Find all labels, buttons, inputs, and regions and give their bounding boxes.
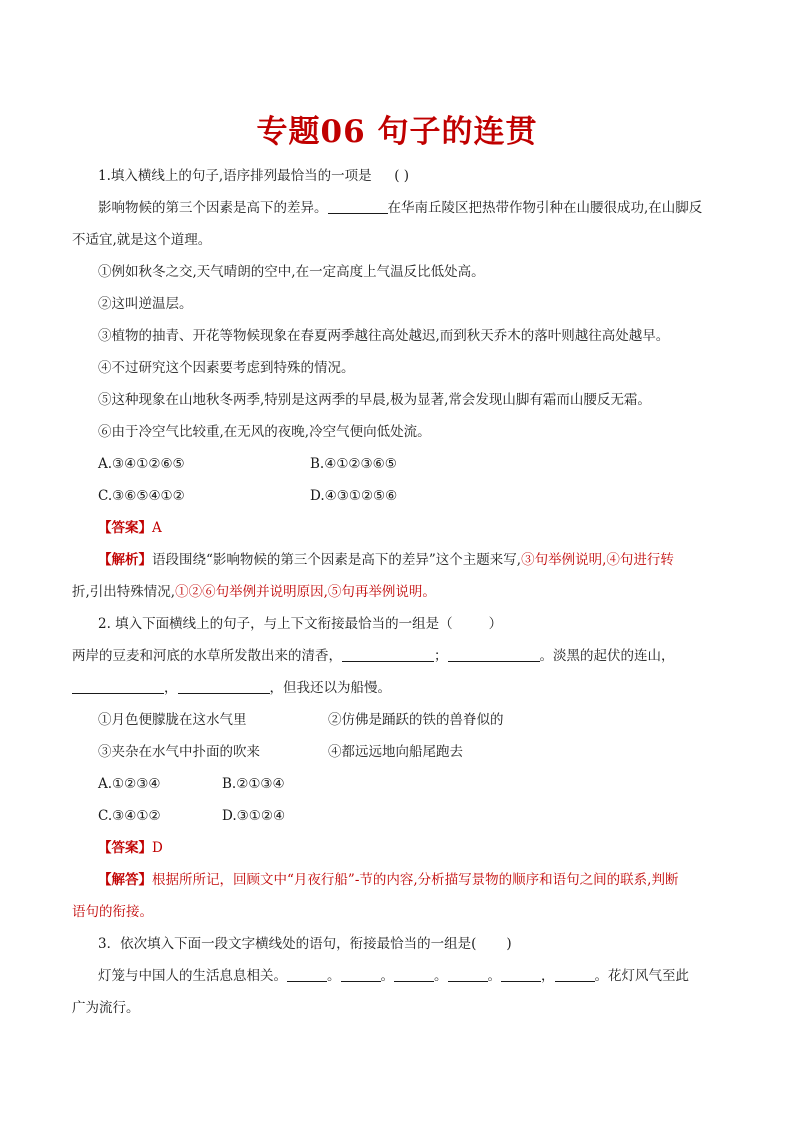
- q1-answer: [72, 512, 724, 544]
- q2-fill-blank-3: [72, 677, 164, 694]
- q1-analysis-line-2: [72, 576, 724, 608]
- q1-sentence-6: ⑥由于冷空气比较重,在无风的夜晚,冷空气便向低处流。: [98, 424, 431, 440]
- q3-fill-blank-5: [501, 965, 541, 982]
- q2-analysis-text-a: 根据所所记，回顾文中: [152, 872, 287, 888]
- q2-analysis-text-b: “月夜行船”: [287, 872, 355, 888]
- q2-passage-line-2: [72, 672, 724, 704]
- q2-option-c: C.③④①②: [98, 808, 161, 824]
- q2-sentence-2: ②仿佛是踊跃的铁的兽脊似的: [328, 712, 504, 728]
- q2-option-d: D.③①②④: [222, 808, 286, 824]
- q2-options-row-2: [72, 800, 724, 832]
- q3-fill-blank-4: [448, 965, 488, 982]
- q2-passage-line-1: [72, 640, 724, 672]
- q3-fill-blank-2: [341, 965, 381, 982]
- q1-sentence-4: ④不过研究这个因素要考虑到特殊的情况。: [98, 360, 355, 376]
- q2-analysis-text-c: -节的内容,分析描写景物的顺序和语句之间的联系,判断: [354, 872, 679, 888]
- page-title: 专题06 句子的连贯: [256, 114, 538, 150]
- q2-separator-1: ；: [434, 648, 448, 664]
- q1-passage-text-a: 影响物候的第三个因素是高下的差异。: [98, 200, 328, 216]
- q2-analysis-tag: 【解答】: [98, 872, 152, 888]
- q1-passage-line-2: [72, 224, 724, 256]
- q2-sentence-1: ①月色便朦胧在这水气里: [98, 712, 247, 728]
- q1-analysis-text-c: 折,引出特殊情况,: [72, 584, 176, 600]
- q3-punct-5: ，: [541, 968, 555, 984]
- q2-answer-value: D: [152, 840, 163, 856]
- q1-answer-value: A: [152, 520, 162, 536]
- q2-option-b: B.②①③④: [222, 776, 285, 792]
- q2-answer: [72, 832, 724, 864]
- q1-passage-text-c: 不适宜,就是这个道理。: [72, 232, 212, 248]
- q1-passage-text-b: 在华南丘陵区把热带作物引种在山腰很成功,在山脚反: [387, 200, 703, 216]
- q3-passage-end: 。花灯风气至此: [594, 968, 689, 984]
- q1-analysis-text-a: 语段围绕“影响物候的第三个因素是高下的差异”这个主题来写,: [152, 552, 522, 568]
- q2-passage-text-a: 两岸的豆麦和河底的水草所发散出来的清香，: [72, 648, 342, 664]
- q1-stem: [72, 160, 724, 192]
- q1-fill-blank: [328, 197, 388, 214]
- q3-punct-2: 。: [380, 968, 394, 984]
- q1-answer-paren: ( ): [394, 168, 410, 184]
- q2-fill-blank-2: [448, 645, 540, 662]
- q1-analysis-tag: 【解析】: [98, 552, 152, 568]
- q2-analysis-line-1: [72, 864, 724, 896]
- q1-sentence-2: ②这叫逆温层。: [98, 296, 193, 312]
- q1-answer-tag: 【答案】: [98, 520, 152, 536]
- q2-fill-blank-1: [342, 645, 434, 662]
- document-body: [72, 160, 724, 1024]
- q1-option-a: A.③④①②⑥⑤: [98, 456, 185, 472]
- q2-option-a: A.①②③④: [98, 776, 161, 792]
- q3-fill-blank-1: [287, 965, 327, 982]
- q3-stem: [72, 928, 724, 960]
- q1-sentence-1: ①例如秋冬之交,天气晴朗的空中,在一定高度上气温反比低处高。: [98, 264, 485, 280]
- q2-passage-text-c: ，但我还以为船慢。: [269, 680, 391, 696]
- q3-fill-blank-3: [394, 965, 434, 982]
- q3-stem-text: 3．依次填入下面一段文字横线处的语句，衔接最恰当的一组是(: [98, 936, 477, 952]
- q2-sentences-row-2: [72, 736, 724, 768]
- q1-options-row-1: [72, 448, 724, 480]
- q2-passage-text-b: 。淡黑的起伏的连山，: [539, 648, 675, 664]
- q3-punct-3: 。: [434, 968, 448, 984]
- q1-option-c: C.③⑥⑤④①②: [98, 488, 185, 504]
- q1-analysis-line-1: [72, 544, 724, 576]
- q2-stem: [72, 608, 724, 640]
- q1-options-row-2: [72, 480, 724, 512]
- q3-passage-line-2: 广为流行。: [72, 1000, 140, 1016]
- q1-sentence-5: ⑤这种现象在山地秋冬两季,特别是这两季的早晨,极为显著,常会发现山脚有霜而山腰反无霜。: [98, 392, 651, 408]
- q1-sentence-3: ③植物的抽青、开花等物候现象在春夏两季越往高处越迟,而到秋天乔木的落叶则越往高处越早。: [98, 328, 670, 344]
- q2-sentences-row-1: [72, 704, 724, 736]
- q1-analysis-text-d: ①②⑥句举例并说明原因,⑤句再举例说明。: [175, 584, 436, 600]
- q2-answer-tag: 【答案】: [98, 840, 152, 856]
- q3-passage-text-a: 灯笼与中国人的生活息息相关。: [98, 968, 287, 984]
- q1-passage-line-1: [72, 192, 724, 224]
- q2-fill-blank-4: [178, 677, 270, 694]
- q3-punct-1: 。: [327, 968, 341, 984]
- q1-option-b: B.④①②③⑥⑤: [310, 456, 397, 472]
- q2-stem-text: 2. 填入下面横线上的句子，与上下文衔接最恰当的一组是（: [98, 616, 453, 632]
- q2-options-row-1: [72, 768, 724, 800]
- q3-stem-end: ): [506, 936, 512, 952]
- q2-sentence-3: ③夹杂在水气中扑面的吹来: [98, 744, 260, 760]
- q2-separator-2: ，: [164, 680, 178, 696]
- q3-passage-line-1: [72, 960, 724, 992]
- q2-stem-end: ）: [488, 616, 503, 632]
- q2-sentence-4: ④都远远地向船尾跑去: [328, 744, 463, 760]
- q1-option-d: D.④③①②⑤⑥: [310, 488, 398, 504]
- q2-analysis-line-2: 语句的衔接。: [72, 904, 153, 920]
- q1-stem-text: 1.填入横线上的句子,语序排列最恰当的一项是: [98, 168, 372, 184]
- q3-punct-4: 。: [487, 968, 501, 984]
- q3-fill-blank-6: [555, 965, 595, 982]
- q1-analysis-text-b: ③句举例说明,④句进行转: [521, 552, 674, 568]
